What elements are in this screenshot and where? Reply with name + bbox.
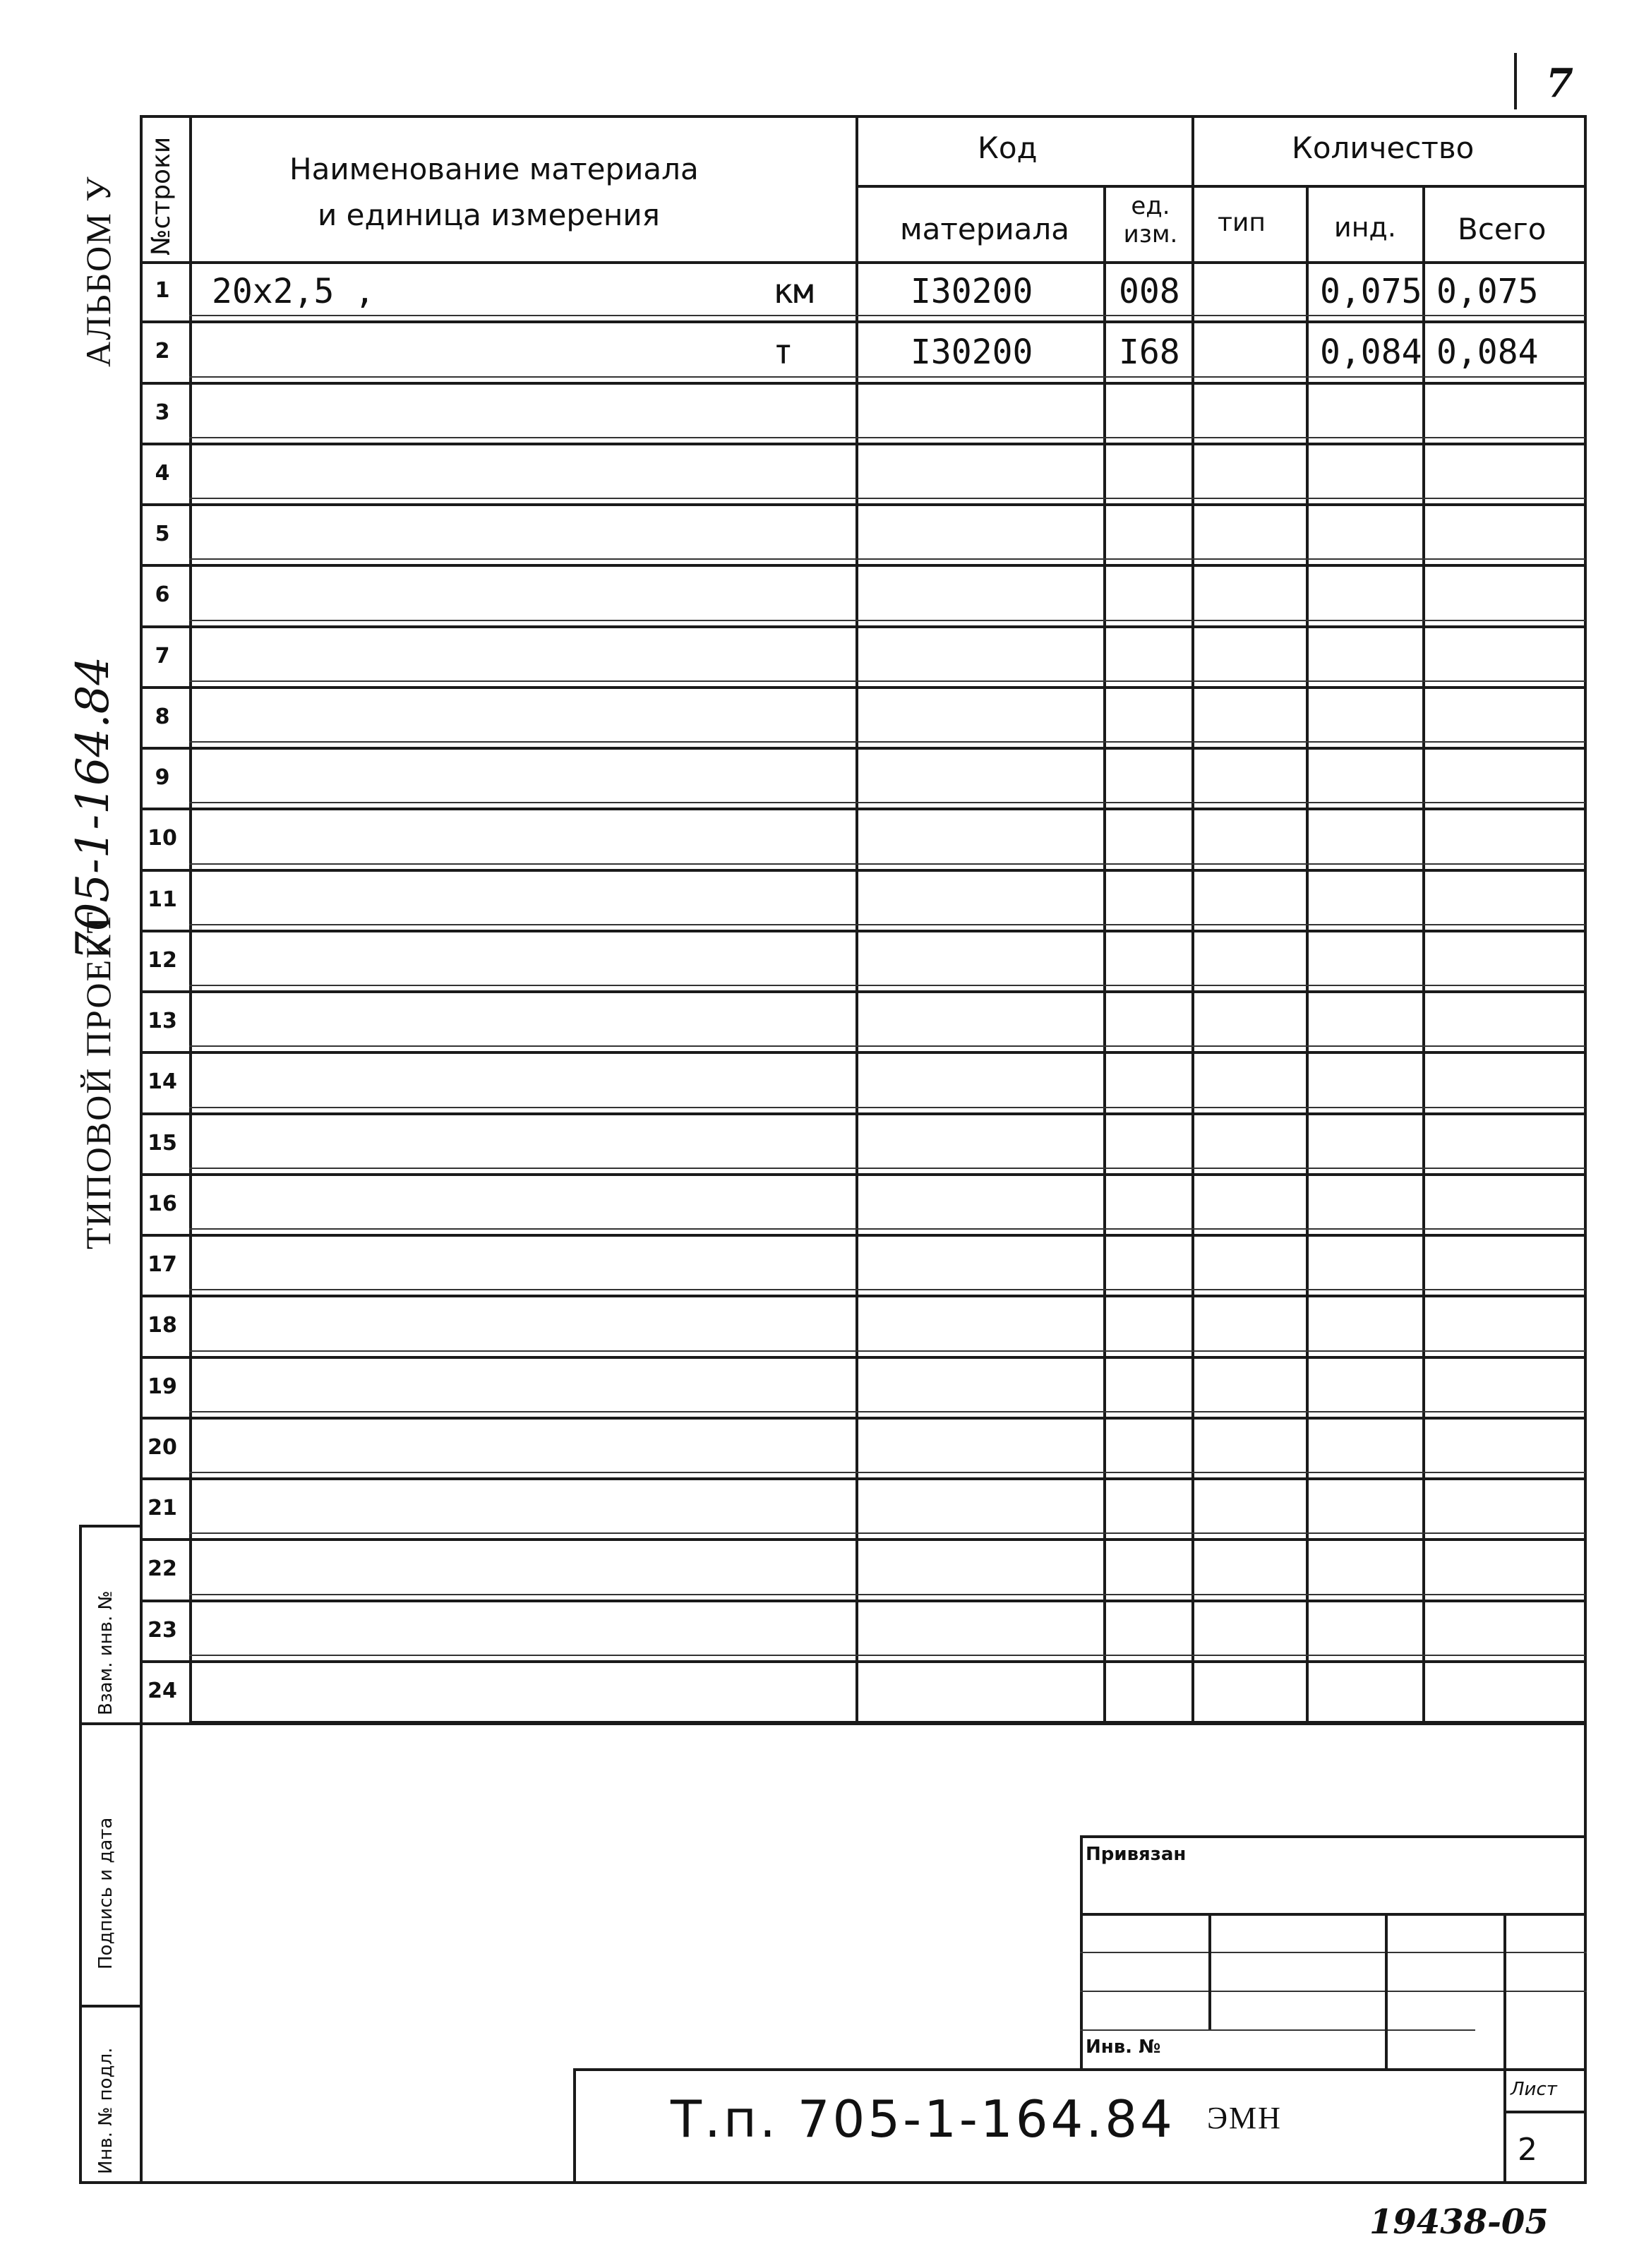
row-unit-code: I68 <box>1119 332 1180 373</box>
header-line-number: №строки <box>147 136 176 256</box>
row-unit-name: км <box>773 272 814 312</box>
row-number: 4 <box>155 460 170 486</box>
stamp-podpis: Подпись и дата <box>95 1817 116 1969</box>
row-number: 3 <box>155 400 170 425</box>
header-code: Код <box>978 131 1038 165</box>
stamp-vzam: Взам. инв. № <box>95 1590 116 1715</box>
row-unit-code: 008 <box>1119 272 1180 312</box>
row-name: 20x2,5 , <box>212 272 376 312</box>
header-material: материала <box>900 212 1070 246</box>
header-name-line1: Наименование материала <box>289 152 699 186</box>
header-ind: инд. <box>1334 212 1396 243</box>
row-number: 12 <box>148 947 177 973</box>
row-number: 1 <box>155 278 170 304</box>
row-number: 11 <box>148 887 177 912</box>
stamp-inv-podl: Инв. № подл. <box>95 2047 116 2174</box>
row-number: 18 <box>148 1313 177 1338</box>
designation: Т.п. 705-1-164.84 <box>671 2089 1175 2149</box>
row-number: 10 <box>148 826 177 851</box>
header-type: тип <box>1218 208 1266 237</box>
privyazan-label: Привязан <box>1086 1844 1187 1865</box>
designation-suffix: ЭМН <box>1207 2101 1282 2135</box>
row-number: 8 <box>155 704 170 729</box>
header-unit: ед. изм. <box>1123 192 1178 248</box>
row-number: 6 <box>155 582 170 608</box>
row-number: 22 <box>148 1556 177 1582</box>
row-code: I30200 <box>911 272 1033 312</box>
row-number: 23 <box>148 1617 177 1643</box>
row-number: 2 <box>155 339 170 364</box>
header-quantity: Количество <box>1292 131 1475 165</box>
row-number: 5 <box>155 522 170 547</box>
row-number: 24 <box>148 1678 177 1703</box>
row-number: 17 <box>148 1252 177 1278</box>
row-number: 9 <box>155 765 170 791</box>
sheet-value: 2 <box>1518 2132 1537 2168</box>
row-ind: 0,084 <box>1320 332 1422 373</box>
header-total: Всего <box>1458 212 1547 246</box>
row-number: 21 <box>148 1496 177 1521</box>
row-number: 15 <box>148 1130 177 1156</box>
row-number: 20 <box>148 1434 177 1460</box>
row-total: 0,084 <box>1436 332 1539 373</box>
header-name-line2: и единица измерения <box>318 198 660 232</box>
footer-number: 19438-05 <box>1369 2202 1549 2242</box>
row-number: 19 <box>148 1374 177 1399</box>
standard-project-label: ТИПОВОЙ ПРОЕКТ <box>78 910 118 1249</box>
project-number-label: 705-1-164.84 <box>67 656 119 960</box>
album-label: АЛЬБОМ У <box>78 175 118 367</box>
row-ind: 0,075 <box>1320 272 1422 312</box>
row-number: 13 <box>148 1009 177 1034</box>
row-number: 14 <box>148 1069 177 1095</box>
sheet-label: Лист <box>1511 2079 1557 2100</box>
row-unit-name: т <box>773 332 793 373</box>
inv-no-label: Инв. № <box>1086 2036 1161 2058</box>
page-number: 7 <box>1546 60 1573 107</box>
row-code: I30200 <box>911 332 1033 373</box>
row-number: 16 <box>148 1191 177 1216</box>
row-total: 0,075 <box>1436 272 1539 312</box>
row-number: 7 <box>155 643 170 668</box>
